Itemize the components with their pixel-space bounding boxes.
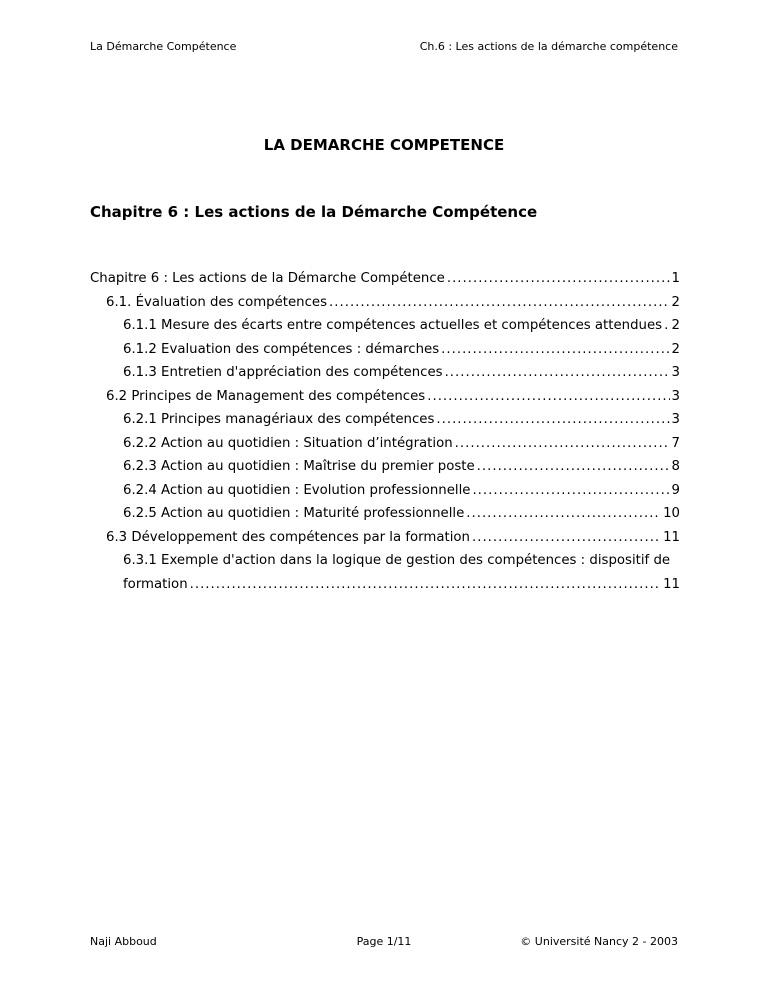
toc-entry-text: 6.2.4 Action au quotidien : Evolution professionnelle [123, 482, 471, 498]
toc-page-number: 3 [671, 365, 680, 380]
toc-leader [427, 385, 669, 409]
toc-entry-text: 6.3 Développement des compétences par la formation [106, 529, 470, 545]
toc-entry[interactable] [90, 338, 680, 362]
toc-page-number: 1 [671, 271, 680, 286]
toc-leader [472, 526, 661, 550]
toc-entry-continuation[interactable] [90, 573, 680, 597]
toc-entry-text: 6.3.1 Exemple d'action dans la logique de gestion des compétences : dispositif de [123, 553, 671, 568]
toc-entry[interactable] [90, 432, 680, 456]
toc-entry[interactable] [90, 502, 680, 526]
toc-entry[interactable] [90, 385, 680, 409]
toc-page-number: 9 [671, 482, 680, 498]
toc-entry[interactable] [90, 455, 680, 479]
toc-leader [477, 455, 670, 479]
toc-leader [329, 291, 670, 315]
toc-entry[interactable] [90, 291, 680, 315]
toc-entry[interactable] [90, 267, 680, 291]
toc-leader [664, 314, 669, 338]
toc-entry[interactable] [90, 408, 680, 432]
toc-leader [466, 502, 661, 526]
toc-entry-first-line[interactable] [90, 549, 680, 573]
toc-page-number: 11 [663, 529, 680, 545]
toc-entry-text: 6.1.1 Mesure des écarts entre compétences actuelles et compétences attendues [123, 318, 663, 333]
running-header-right: Ch.6 : Les actions de la démarche compétence [419, 40, 678, 53]
toc-page-number: 8 [671, 459, 680, 474]
toc-page-number: 10 [663, 506, 680, 521]
chapter-heading: Chapitre 6 : Les actions de la Démarche Compétence [90, 203, 538, 221]
footer-page-number: Page 1/11 [356, 935, 412, 948]
toc-page-number: 2 [671, 318, 680, 333]
toc-entry-text: 6.1. Évaluation des compétences [106, 294, 328, 310]
toc-page-number: 2 [671, 341, 680, 357]
running-header-left: La Démarche Compétence [90, 40, 237, 53]
toc-entry-text: 6.2 Principes de Management des compétences [106, 388, 426, 404]
toc-entry[interactable] [90, 361, 680, 385]
toc-entry-text: 6.2.3 Action au quotidien : Maîtrise du premier poste [123, 459, 475, 474]
toc-entry-text: 6.2.2 Action au quotidien : Situation d’intégration [123, 435, 453, 451]
toc-entry[interactable] [90, 526, 680, 550]
toc-leader [190, 573, 661, 597]
toc-leader [441, 338, 669, 362]
toc-entry[interactable] [90, 314, 680, 338]
toc-leader [472, 479, 669, 503]
toc-entry-text: Chapitre 6 : Les actions de la Démarche Compétence [90, 271, 445, 286]
toc-page-number: 7 [671, 435, 680, 451]
table-of-contents [90, 267, 680, 596]
toc-page-number: 11 [663, 576, 680, 592]
toc-page-number: 3 [671, 388, 680, 404]
toc-entry-text: 6.1.3 Entretien d'appréciation des compétences [123, 365, 443, 380]
footer-author: Naji Abboud [90, 935, 157, 948]
toc-leader [436, 408, 669, 432]
footer-copyright: © Université Nancy 2 - 2003 [520, 935, 678, 948]
toc-page-number: 3 [671, 412, 680, 427]
document-title: LA DEMARCHE COMPETENCE [263, 136, 505, 154]
toc-entry-text: 6.2.5 Action au quotidien : Maturité professionnelle [123, 506, 465, 521]
toc-leader [445, 361, 670, 385]
toc-entry-text: 6.1.2 Evaluation des compétences : démarches [123, 341, 440, 357]
toc-entry[interactable] [90, 479, 680, 503]
toc-page-number: 2 [671, 294, 680, 310]
toc-leader [447, 267, 670, 291]
toc-leader [455, 432, 670, 456]
toc-entry-text: formation [123, 576, 188, 592]
toc-entry-text: 6.2.1 Principes managériaux des compétences [123, 412, 435, 427]
